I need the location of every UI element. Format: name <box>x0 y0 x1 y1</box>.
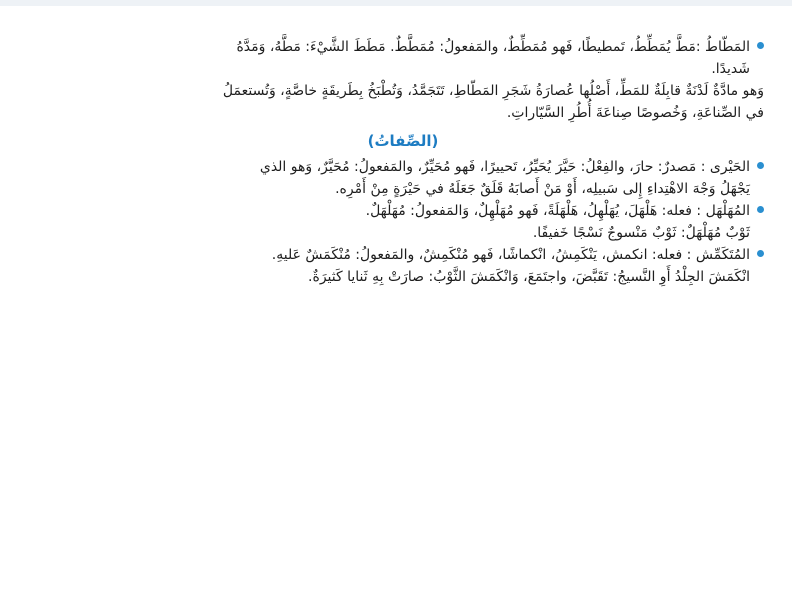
entry-head: الحَيْرى <box>709 159 750 175</box>
entry-line: شَديدًا. <box>711 61 750 77</box>
entry-text: : مَصدرٌ: حارَ، والفِعْلُ: حَيَّرَ يُحَيِّرُ، تَحييرًا، فَهو مُحَيِّرٌ، والمَفعولُ: مُحَيَّرٌ، وَهو الذي <box>259 159 706 175</box>
content-area <box>42 36 764 288</box>
entry-text: : فعله: انكمش، يَنْكَمِشُ، انْكماشًا، فَهو مُنْكَمِشٌ، والمَفعولُ: مُنْكَمَشٌ عَليهِ. <box>271 247 692 263</box>
entry-line <box>42 156 750 178</box>
bullet-icon <box>757 162 764 169</box>
entry-line <box>42 244 750 266</box>
entry-line <box>42 36 750 58</box>
entry-head: المُتَكَمِّش <box>695 247 750 263</box>
entry-line <box>42 200 750 222</box>
entry-text: : فعله: هَلْهَلَ، يُهَلْهِلُ، هَلْهَلَةً، فَهو مُهَلْهِلٌ، وَالمَفعولُ: مُهَلْهَلٌ. <box>365 203 702 219</box>
section-title: (الصِّفاتُ) <box>367 132 439 150</box>
entry-line: يَجْهَلُ وَجْهَ الاهْتِداءِ إِلى سَبيلِه، أَوْ مَنْ أَصابَهُ قَلَقٌ جَعَلَهُ في حَيْرَةٍ مِنْ أَمْرِه. <box>335 181 750 197</box>
entry-line: وَهو مادَّةٌ لَدْنَةٌ قابِلَةٌ للمَطِّ، أَصْلُها عُصارَةُ شَجَرِ المَطّاطِ، تَتَجَمَّدُ، وَتُطْبَخُ بِطَريقَةٍ خاصَّةٍ، وَتُستعمَلُ <box>222 83 764 99</box>
entry-mattat <box>42 36 764 124</box>
bullet-icon <box>757 42 764 49</box>
entry-line: انْكَمَشَ الجِلْدُ أَوِ النَّسيجُ: تَقَبَّضَ، واجتَمَعَ، وَانْكَمَشَ الثَّوْبُ: صارَتْ بِهِ ثَنايا كَثيرَةٌ. <box>308 269 750 285</box>
entry-line: في الصِّناعَةِ، وَخُصوصًا صِناعَةَ أُطُرِ السَّيّاراتِ. <box>506 105 764 121</box>
entry-hayra <box>42 156 764 200</box>
entry-muhalhal <box>42 200 764 244</box>
entry-text: :مَطَّ يُمَطِّطُ، تَمطيطًا، فَهو مُمَطِّطٌ، والمَفعولُ: مُمَطَّطٌ. مَطَطَ الشَّيْءَ: مَطَّهُ، وَمَدَّهُ <box>236 39 701 55</box>
entry-line: ثَوْبٌ مُهَلْهَلٌ: ثَوْبٌ مَنْسوجٌ نَسْجًا خَفيفًا. <box>532 225 750 241</box>
entry-head: المَطّاطُ <box>705 39 750 55</box>
top-strip <box>0 0 792 6</box>
bullet-icon <box>757 250 764 257</box>
bullet-icon <box>757 206 764 213</box>
entry-mutakammish <box>42 244 764 288</box>
entry-head: المُهَلْهَل <box>705 203 750 219</box>
